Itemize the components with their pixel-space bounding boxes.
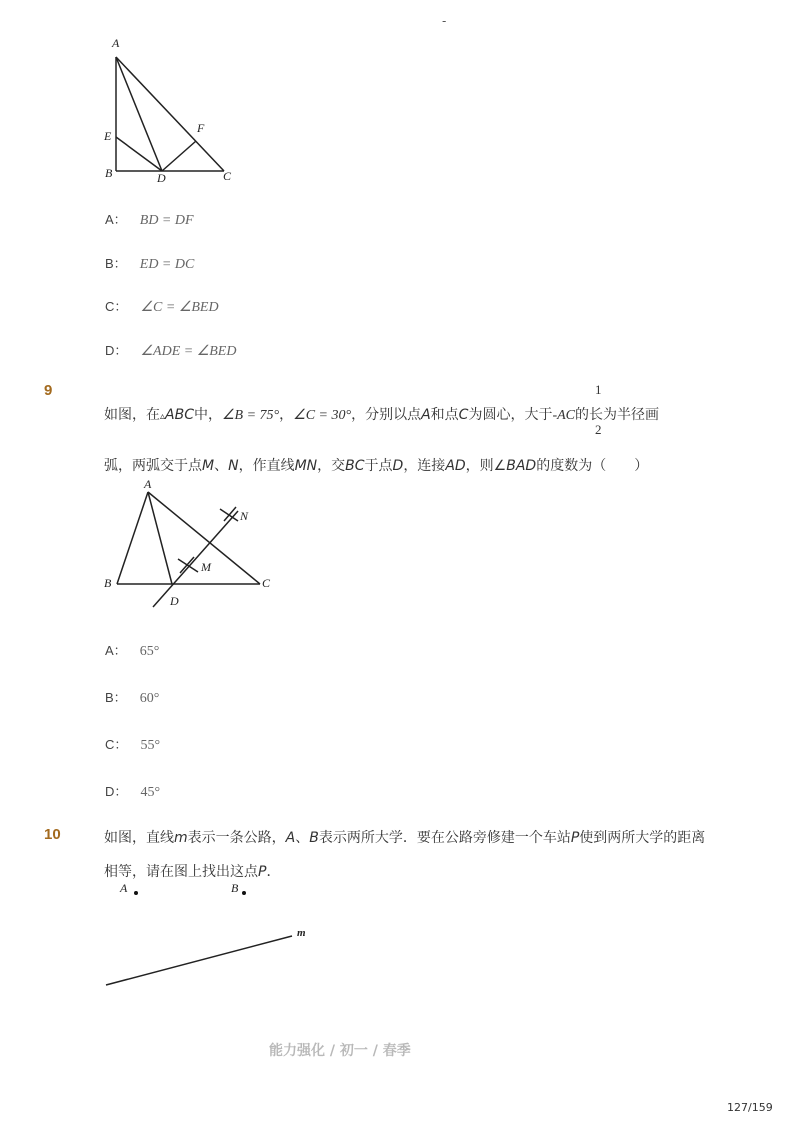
q8-line-df bbox=[162, 141, 196, 171]
question-number-10: 10 bbox=[44, 826, 61, 843]
q9-label-m: M bbox=[201, 560, 211, 574]
q8-label-e: E bbox=[104, 129, 112, 143]
option-text: ∠ADE = ∠BED bbox=[140, 344, 237, 359]
q9-label-b: B bbox=[104, 576, 112, 590]
option-letter: C： bbox=[105, 737, 128, 752]
q8-option-b[interactable] bbox=[105, 253, 194, 273]
q10-point-b bbox=[242, 891, 246, 895]
option-letter: C： bbox=[105, 299, 128, 314]
q9-option-c[interactable] bbox=[105, 734, 160, 754]
q9-label-c: C bbox=[262, 576, 271, 590]
q9-label-d: D bbox=[170, 594, 179, 608]
fraction-bar: - bbox=[552, 408, 558, 423]
q8-option-c[interactable] bbox=[105, 296, 219, 316]
q9-option-b[interactable] bbox=[105, 687, 159, 707]
q9-arc-m-2 bbox=[180, 557, 194, 573]
q9-line-ad bbox=[148, 492, 172, 584]
q8-label-d: D bbox=[157, 171, 166, 184]
q8-label-c: C bbox=[223, 169, 232, 183]
q10-line-m bbox=[106, 936, 292, 985]
q10-figure bbox=[100, 878, 320, 993]
q8-label-f: F bbox=[197, 121, 205, 135]
option-text: 60° bbox=[139, 691, 160, 706]
triangle-symbol: ▵ bbox=[160, 411, 166, 422]
option-text: 45° bbox=[140, 785, 161, 800]
q8-line-ac bbox=[116, 57, 224, 171]
q9-figure bbox=[100, 475, 280, 615]
q8-option-a[interactable] bbox=[105, 209, 194, 229]
option-text: BD = DF bbox=[139, 213, 194, 228]
header-mark: - bbox=[442, 14, 447, 28]
option-letter: B： bbox=[105, 256, 127, 271]
q10-label-a: A bbox=[120, 881, 128, 895]
q9-label-n: N bbox=[240, 509, 249, 523]
option-text: ED = DC bbox=[139, 257, 195, 272]
page-number: 127/159 bbox=[727, 1101, 773, 1114]
q9-arc-m-1 bbox=[178, 559, 198, 572]
option-letter: B： bbox=[105, 690, 127, 705]
q9-option-a[interactable] bbox=[105, 640, 159, 660]
q8-label-b: B bbox=[105, 166, 113, 180]
q10-label-b: B bbox=[231, 881, 239, 895]
q8-figure bbox=[100, 34, 240, 184]
q10-label-m: m bbox=[297, 927, 306, 939]
option-letter: D： bbox=[105, 784, 128, 799]
option-text: 55° bbox=[140, 738, 161, 753]
q10-line2: 相等，请在图上找出这点P． bbox=[104, 864, 281, 880]
option-letter: A： bbox=[105, 643, 127, 658]
fraction-denominator: 2 bbox=[595, 422, 602, 437]
footer-label: 能力强化 / 初一 / 春季 bbox=[269, 1043, 411, 1059]
q9-line1: 如图，在▵ABC中，∠B = 75°，∠C = 30°，分别以点A和点C为圆心，大于-AC的长为半径画 bbox=[104, 407, 660, 423]
option-text: ∠C = ∠BED bbox=[140, 300, 219, 315]
q10-line1: 如图，直线m表示一条公路，A、B表示两所大学．要在公路旁修建一个车站P使到两所大学的距离 bbox=[104, 830, 706, 846]
fraction-numerator: 1 bbox=[595, 382, 602, 397]
q8-option-d[interactable] bbox=[105, 340, 236, 360]
q8-label-a: A bbox=[112, 36, 120, 50]
option-text: 65° bbox=[139, 644, 160, 659]
q9-line2: 弧，两弧交于点M、N，作直线MN，交BC于点D，连接AD，则∠BAD的度数为（ ） bbox=[104, 458, 649, 474]
q9-line-ab bbox=[117, 492, 148, 584]
option-letter: A： bbox=[105, 212, 127, 227]
question-number-9: 9 bbox=[44, 382, 53, 399]
option-letter: D： bbox=[105, 343, 128, 358]
q10-point-a bbox=[134, 891, 138, 895]
q9-option-d[interactable] bbox=[105, 781, 160, 801]
q9-label-a: A bbox=[144, 477, 152, 491]
